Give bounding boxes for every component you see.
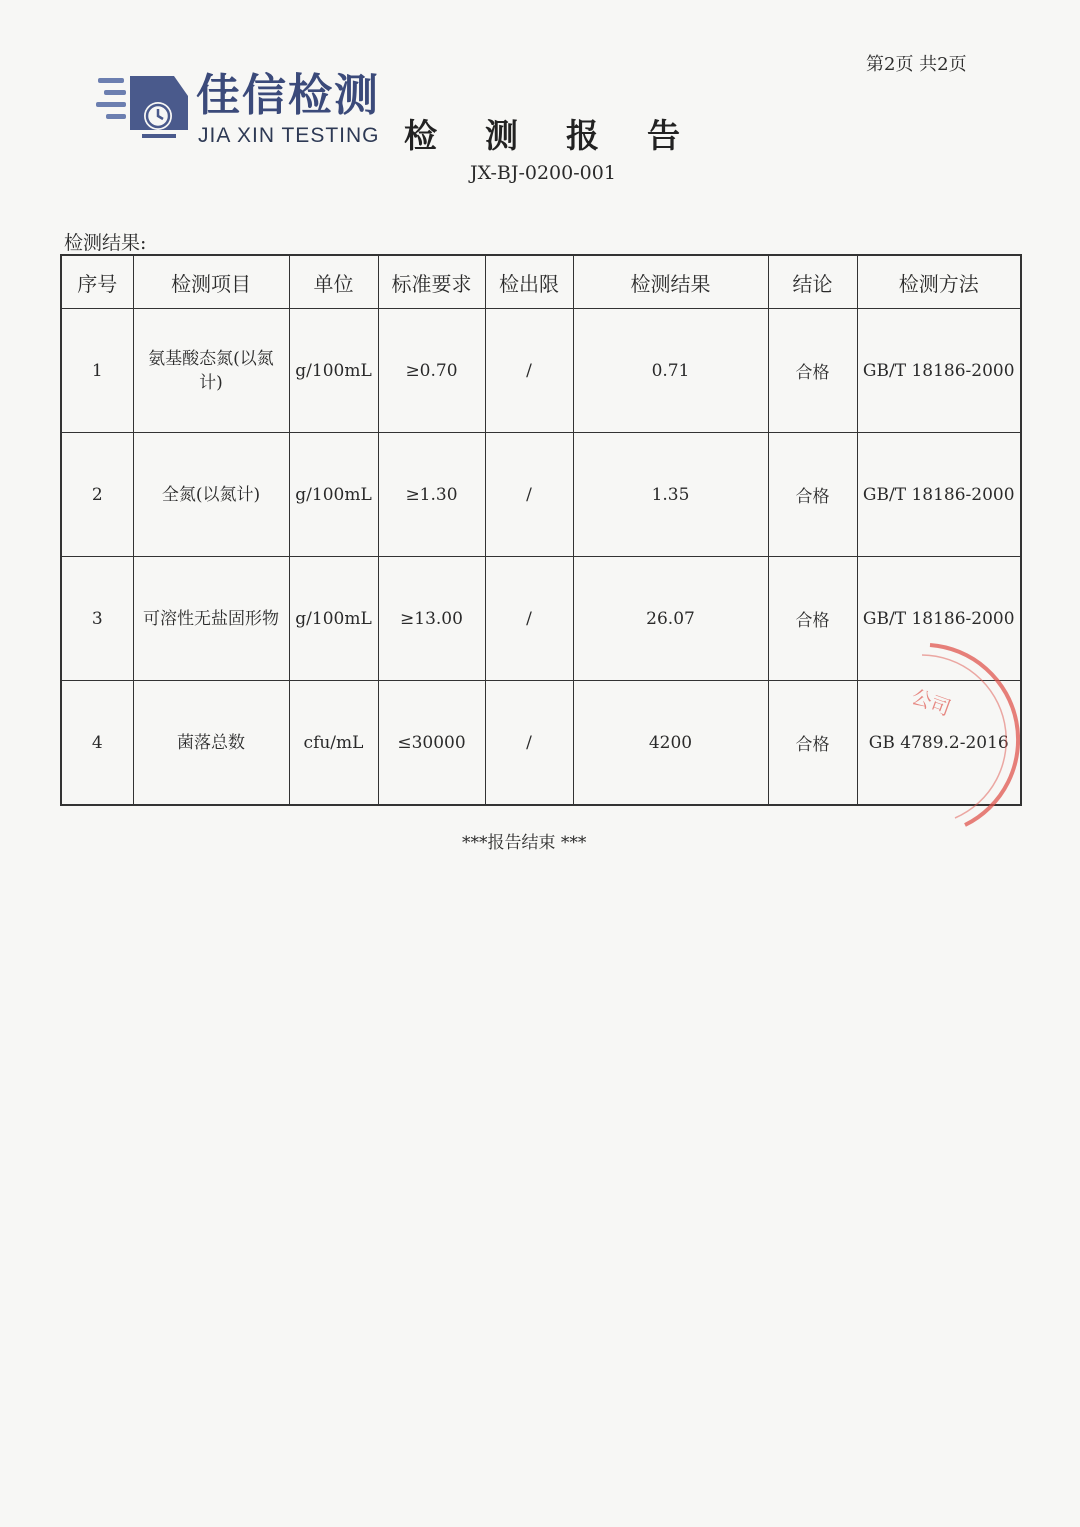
- header-cell: 单位: [289, 255, 378, 309]
- header-cell: 检测方法: [857, 255, 1021, 309]
- cell-item: 氨基酸态氮(以氮计): [133, 309, 289, 433]
- cell-conclusion: 合格: [768, 433, 857, 557]
- cell-unit: cfu/mL: [289, 681, 378, 806]
- section-label: 检测结果:: [64, 232, 147, 254]
- cell-standard: ≤30000: [378, 681, 485, 806]
- red-seal-stamp-icon: [870, 640, 1020, 835]
- cell-method: GB 4789.2-2016: [857, 681, 1021, 806]
- table-row: [61, 433, 1021, 557]
- logo-chinese-name: 佳信检测: [196, 70, 380, 121]
- cell-limit: /: [485, 309, 573, 433]
- cell-item: 可溶性无盐固形物: [133, 557, 289, 681]
- cell-result: 1.35: [573, 433, 768, 557]
- stamp-text: 公司: [908, 684, 955, 721]
- table-row: [61, 309, 1021, 433]
- company-logo: [96, 68, 396, 152]
- cell-unit: g/100mL: [289, 433, 378, 557]
- cell-standard: ≥13.00: [378, 557, 485, 681]
- header-cell: 检测结果: [573, 255, 768, 309]
- logo-english-name: JIA XIN TESTING: [198, 124, 380, 147]
- cell-limit: /: [485, 557, 573, 681]
- table-header-row: [61, 255, 1021, 309]
- report-number: JX-BJ-0200-001: [470, 162, 616, 184]
- cell-result: 0.71: [573, 309, 768, 433]
- cell-item: 全氮(以氮计): [133, 433, 289, 557]
- cell-no: 4: [61, 681, 133, 806]
- cell-conclusion: 合格: [768, 681, 857, 806]
- cell-standard: ≥0.70: [378, 309, 485, 433]
- report-end-note: ***报告结束 ***: [462, 833, 587, 853]
- cell-item: 菌落总数: [133, 681, 289, 806]
- header-cell: 检出限: [485, 255, 573, 309]
- cell-method: GB/T 18186-2000: [857, 309, 1021, 433]
- header-cell: 序号: [61, 255, 133, 309]
- cell-no: 2: [61, 433, 133, 557]
- cell-method: GB/T 18186-2000: [857, 433, 1021, 557]
- header-cell: 结论: [768, 255, 857, 309]
- cell-limit: /: [485, 681, 573, 806]
- cell-no: 1: [61, 309, 133, 433]
- clock-truck-logo-icon: [96, 70, 192, 142]
- cell-standard: ≥1.30: [378, 433, 485, 557]
- cell-conclusion: 合格: [768, 309, 857, 433]
- header-cell: 标准要求: [378, 255, 485, 309]
- cell-unit: g/100mL: [289, 309, 378, 433]
- cell-no: 3: [61, 557, 133, 681]
- cell-conclusion: 合格: [768, 557, 857, 681]
- cell-result: 4200: [573, 681, 768, 806]
- cell-method: GB/T 18186-2000: [857, 557, 1021, 681]
- report-title: 检测报告: [404, 116, 728, 155]
- header-cell: 检测项目: [133, 255, 289, 309]
- cell-unit: g/100mL: [289, 557, 378, 681]
- cell-result: 26.07: [573, 557, 768, 681]
- page-indicator: 第2页 共2页: [866, 54, 967, 75]
- cell-limit: /: [485, 433, 573, 557]
